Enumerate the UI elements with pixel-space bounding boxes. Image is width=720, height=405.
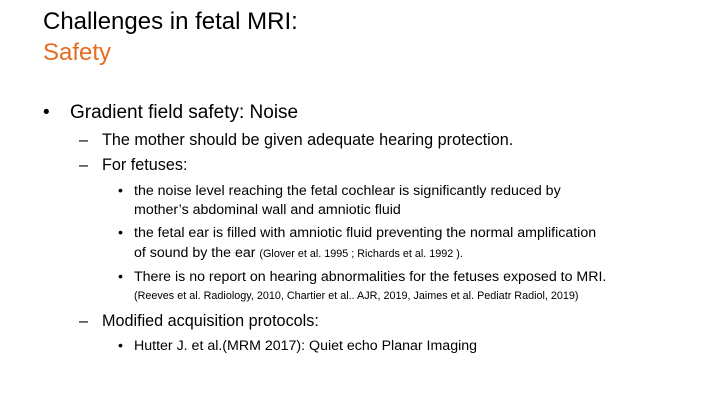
dash-marker-level2: –	[79, 131, 89, 149]
bullet-noise-line1: the noise level reaching the fetal cochlear is significantly reduced by	[134, 183, 561, 199]
bullet-mother-protection: The mother should be given adequate hearing protection.	[102, 131, 514, 149]
title-line: Challenges in fetal MRI:	[43, 8, 298, 35]
ear-reference: (Glover et al. 1995 ; Richards et al. 1992 ).	[259, 248, 463, 260]
bullet-marker-level1: •	[43, 102, 50, 123]
bullet-modified-protocols: Modified acquisition protocols:	[102, 312, 319, 330]
bullet-gradient-safety: Gradient field safety: Noise	[70, 102, 299, 123]
dot-marker-level3: •	[118, 183, 123, 199]
dot-marker-level3: •	[118, 338, 123, 354]
dot-marker-level3: •	[118, 269, 123, 285]
bullet-ear-line1: the fetal ear is filled with amniotic fluid preventing the normal amplification	[134, 225, 597, 241]
bullet-hutter: Hutter J. et al.(MRM 2017): Quiet echo Planar Imaging	[134, 338, 478, 354]
dash-marker-level2: –	[79, 156, 89, 174]
report-reference: (Reeves et al. Radiology, 2010, Chartier et al.. AJR, 2019, Jaimes et al. Pediatr Radiol, 2019)	[134, 290, 579, 302]
dot-marker-level3: •	[118, 225, 123, 241]
ear-line2-text: of sound by the ear	[134, 245, 256, 261]
dash-marker-level2: –	[79, 312, 89, 330]
bullet-noise-line2: mother’s abdominal wall and amniotic fluid	[134, 202, 401, 218]
subtitle-safety: Safety	[43, 39, 112, 66]
bullet-report-line1: There is no report on hearing abnormalities for the fetuses exposed to MRI.	[134, 269, 607, 285]
bullet-ear-line2	[134, 244, 463, 263]
bullet-for-fetuses: For fetuses:	[102, 156, 188, 174]
